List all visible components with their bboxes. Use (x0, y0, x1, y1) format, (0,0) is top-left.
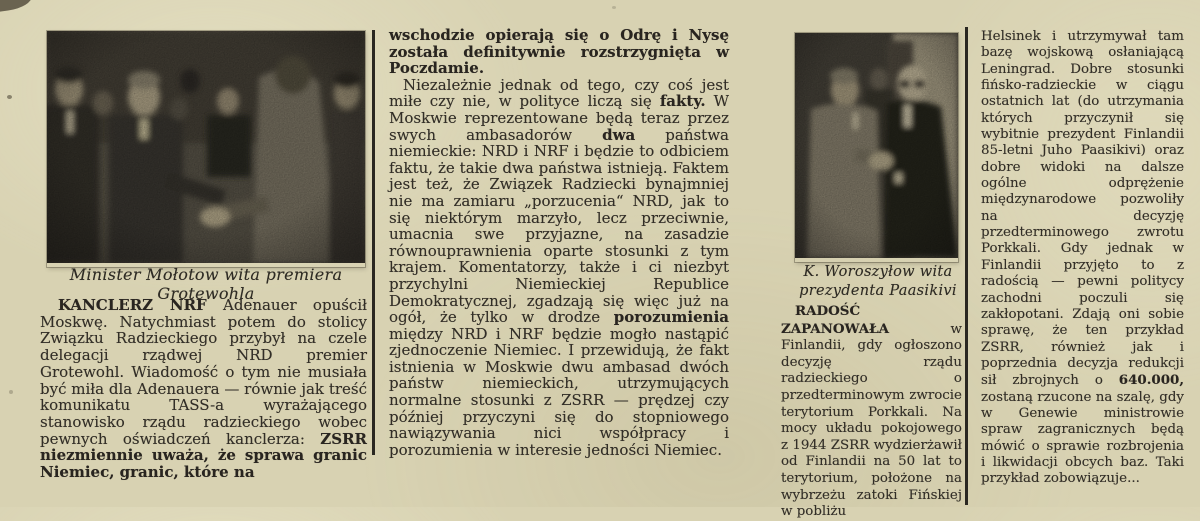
photo-voroshilov-paasikivi (795, 33, 958, 262)
continuation-paragraph: Niezależnie jednak od tego, czy coś jest miłe czy nie, w polityce liczą się fakty. W Moskwie reprezentowane będą teraz przez swych ambasadorów dwa państwa niemieckie: NRD i NRF i będzie to odbiciem faktu, że takie dwa państwa istnieją. Faktem jest też, że Związek Radziecki bynajmniej nie ma zamiaru „porzucenia“ NRD, jak to się niektórym marzyło, lecz przeciwnie, umacnia swe przyjazne, na zasadzie równouprawnienia oparte stosunki z tym krajem. Komentatorzy, także i ci niezbyt przychylni Niemieckiej Republice Demokratycznej, zgadzają się więc już na ogół, że tylko w drodze porozumienia między NRD i NRF będzie mogło nastąpić zjednoczenie Niemiec. I przewidują, że fakt istnienia w Moskwie dwu ambasad dwóch państw niemieckich, utrzymujących normalne stosunki z ZSRR — prędzej czy później przyczyni się do stopniowego nawiązywania nici współpracy i porozumienia w interesie jedności Niemiec. (389, 75, 729, 459)
column-divider-left (372, 30, 375, 455)
photo-caption-molotov: Minister Mołotow wita premiera Grotewohla (69, 265, 343, 303)
porkkala-continuation-paragraph: Helsinek i utrzymywał tam bazę wojskową osłaniającą Leningrad. Dobre stosunki fińsko-radzieckie w ciągu ostatnich lat (do utrzymania których przyczynił się wybitnie prezydent Finlandii 85-letni Juho Paasikivi) oraz dobre widoki na dalsze ogólne odprężenie międzynarodowe pozwoliły na decyzję przedterminowego zwrotu Porkkali. Gdy jednak w Finlandii przyjęto to z radością — pewni politycy zachodni poczuli się zakłopotani. Zdają oni sobie sprawę, że ten przykład ZSRR, również jak i poprzednia decyzja redukcji sił zbrojnych o 640.000, zostaną rzucone na szalę, gdy w Genewie ministrowie spraw zagranicznych będą mówić o sprawie rozbrojenia i likwidacji obcych baz. Taki przykład zobowiązuje... (981, 29, 1184, 487)
article-adenauer-column (40, 297, 367, 481)
photo-caption-voroshilov (794, 263, 962, 300)
photo-molotov-grotewohl (47, 31, 365, 267)
caption-line-1: K. Woroszyłow wita (803, 264, 953, 280)
photo-molotov-grotewohl-image (47, 31, 365, 263)
paper-speck (612, 6, 616, 9)
article-porkkala-paragraph: RADOŚĆ ZAPANOWAŁA w Finlandii, gdy ogłoszono decyzję rządu radzieckiego o przedterminowym zwrocie terytorium Porkkali. Na mocy układu pokojowego z 1944 ZSRR wydzierżawił od Finlandii na 50 lat to terytorium, położone na wybrzeżu zatoki Fińskiej w pobliżu (781, 303, 962, 520)
continuation-bold-paragraph: wschodzie opierają się o Odrę i Nysę została definitywnie rozstrzygnięta w Poczdamie. (389, 26, 729, 78)
article-porkkala-column (781, 303, 962, 521)
photo-voroshilov-paasikivi-image (795, 33, 958, 258)
paper-speck (7, 95, 12, 99)
article-adenauer-continuation-column (389, 27, 729, 458)
scan-smudge (0, 0, 33, 13)
caption-line-2: prezydenta Paasikivi (799, 282, 957, 299)
article-porkkala-continuation-column (981, 29, 1184, 488)
column-divider-right (965, 27, 968, 505)
article-adenauer-paragraph: KANCLERZ NRF Adenauer opuścił Moskwę. Natychmiast potem do stolicy Związku Radzieckiego przybył na czele delegacji rządwej NRD premier Grotewohl. Wiadomość o tym nie musiała być miła dla Adenauera — równie jak treść komunikatu TASS-a wyrażającego stanowisko rządu radzieckiego wobec pewnych oświadczeń kanclerza: ZSRR niezmiennie uważa, że sprawa granic Niemiec, granic, które na (40, 296, 367, 482)
paper-speck (9, 390, 13, 394)
